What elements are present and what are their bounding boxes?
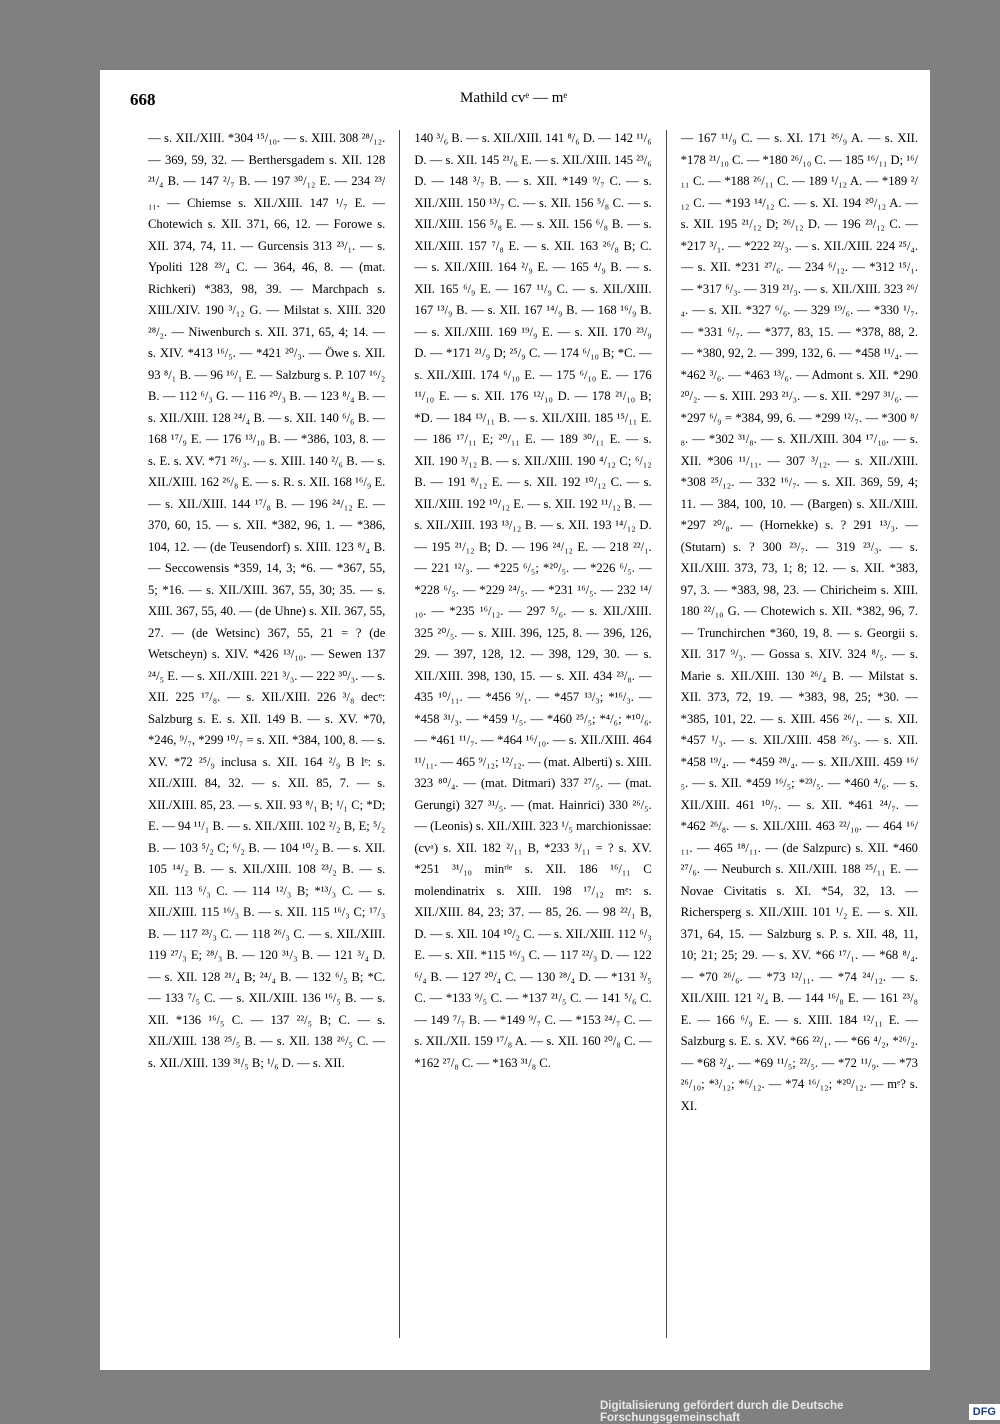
page-header <box>100 90 930 114</box>
column-1: — s. XII./XIII. *304 ¹⁵/₁₀. — s. XIII. 308 ²⁸/₁₂. — 369, 59, 32. — Berthersgadem s. XII. 128 ²¹/₄ B. — 147 ²/₇ B. — 197 ³⁰/₁₂ E. — 234 ²³/₁₁. — Chiemse s. XII./XIII. 147 ¹/₇ E. — Chotewich s. XII. 371, 66, 12. — Forowe s. XII. 374, 74, 11. — Gurcensis 313 ²³/₁. — s. Ypoliti 128 ²³/₄ C. — 364, 46, 8. — (mat. Richkeri) *383, 98, 39. — Marchpach s. XIII./XIV. 190 ³/₁₂ G. — Milstat s. XIII. 320 ²⁸/₂. — Niwenburch s. XII. 371, 65, 4; 14. — s. XIV. *413 ¹⁶/₅. — *421 ²⁰/₃. — Öwe s. XII. 93 ⁸/₁ B. — 96 ¹⁶/₁ E. — Salzburg s. P. 107 ¹⁶/₂ B. — 112 ⁶/₃ G. — 116 ²⁰/₃ B. — 123 ⁸/₄ B. — s. XII./XIII. 128 ²⁴/₄ B. — s. XII. 140 ⁶/₆ B. — 168 ¹⁷/₉ E. — 176 ¹³/₁₀ B. — *386, 103, 8. — s. E. s. XV. *71 ²⁶/₃. — s. XIII. 140 ²/₆ B. — s. XII./XIII. 162 ²⁶/₈ E. — s. R. s. XII. 168 ¹⁶/₉ E. — s. XII./XIII. 144 ¹⁷/₈ B. — 196 ²⁴/₁₂ E. — 370, 60, 15. — s. XII. *382, 96, 1. — *386, 104, 12. — (de Teusendorf) s. XIII. 123 ⁸/₄ B. — Seccowensis *359, 14, 3; *6. — *367, 55, 5; *16. — s. XII./XIII. 367, 55, 30; 35. — s. XIII. 367, 55, 40. — (de Uhne) s. XII. 367, 55, 27. — (de Wetsinc) 367, 55, 21 = ? (de Wetscheyn) s. XIV. *426 ¹³/₁₀. — Sewen 137 ²⁴/₅ E. — s. XII./XIII. 221 ³/₃. — 222 ³⁰/₃. — s. XII. 225 ¹⁷/₈. — s. XII./XIII. 226 ³/₈ decᵉ: Salzburg s. E. s. XII. 149 B. — s. XV. *70, *246, ⁹/₇, *299 ¹⁰/₇ = s. XII. *384, 100, 8. — s. XV. *72 ²⁵/₉ inclusa s. XII. 164 ²/₉ B lᵉ: s. XII./XIII. 84, 32. — s. XII. 85, 7. — s. XII./XIII. 85, 23. — s. XII. 93 ⁸/₁ B; ¹/₁ C; *D; E. — 94 ¹¹/₁ B. — s. XII./XIII. 102 ²/₂ B, E; ⁵/₂ B. — 103 ⁵/₂ C; ⁶/₂ B. — 104 ¹⁰/₂ B. — s. XII. 105 ¹⁴/₂ B. — s. XII./XIII. 108 ²³/₂ B. — s. XII. 113 ⁶/₃ C. — 114 ¹²/₃ B; *¹³/₃ C. — s. XII./XIII. 115 ¹⁶/₃ B. — s. XII. 115 ¹⁶/₃ C; ¹⁷/₃ B. — 117 ²³/₃ C. — 118 ²⁶/₃ C. — s. XII./XIII. 119 ²⁷/₃ E; ²⁸/₃ B. — 120 ³¹/₃ B. — 121 ³/₄ D. — s. XII. 128 ²¹/₄ B; ²⁴/₄ B. — 132 ⁶/₅ B; *C. — 133 ⁷/₅ C. — s. XII./XIII. 136 ¹⁶/₅ B. — s. XII. *136 ¹⁶/₅ C. — 137 ²²/₅ B; C. — s. XII./XIII. 138 ²⁵/₅ B. — s. XII. 138 ²⁶/₅ C. — s. XII./XIII. 139 ³¹/₅ B; ¹/₆ D. — s. XII. <box>148 131 386 1070</box>
column-divider <box>666 130 667 1338</box>
footer-text: Digitalisierung gefördert durch die Deutsche Forschungsgemeinschaft <box>600 1400 844 1424</box>
dfg-logo-icon: DFG <box>969 1404 1000 1420</box>
text-columns <box>148 128 918 1338</box>
running-head: Mathild cvᵉ — mᵉ <box>460 90 568 106</box>
column-divider <box>399 130 400 1338</box>
column-3: — 167 ¹¹/₉ C. — s. XI. 171 ²⁶/₉ A. — s. XII. *178 ²¹/₁₀ C. — *180 ²⁶/₁₀ C. — 185 ¹⁶/₁₁ D; ¹⁶/₁₁ C. — *188 ²⁶/₁₁ C. — 189 ¹/₁₂ A. — *189 ²/₁₂ C. — *193 ¹⁴/₁₂ C. — s. XI. 194 ²⁰/₁₂ A. — s. XII. 195 ²¹/₁₂ D; ²⁶/₁₂ D. — 196 ²³/₁₂ C. — *217 ³/₁. — *222 ²²/₃. — s. XII./XIII. 224 ²⁵/₄. — s. XII. *231 ²⁷/₆. — 234 ⁶/₁₂. — *312 ¹⁵/₁. — *317 ⁶/₃. — 319 ²¹/₃. — s. XII./XIII. 323 ²⁶/₄. — s. XII. *327 ⁶/₆. — 329 ¹⁹/₆. — *330 ¹/₇. — *331 ⁶/₇. — *377, 83, 15. — *378, 88, 2. — *380, 92, 2. — 399, 132, 6. — *458 ¹¹/₄. — *462 ³/₆. — *463 ¹³/₆. — Admont s. XII. *290 ²⁰/₂. — s. XIII. 293 ²¹/₃. — s. XII. *297 ³¹/₆. — *297 ⁶/₉ = *384, 99, 6. — *299 ¹²/₇. — *300 ⁸/₈. — *302 ³¹/₈. — s. XII./XIII. 304 ¹⁷/₁₀. — s. XII. *306 ¹¹/₁₁. — 307 ³/₁₂. — s. XII./XIII. *308 ²⁵/₁₂. — 332 ¹⁶/₇. — s. XII. 369, 59, 4; 11. — 384, 100, 10. — (Bargen) s. XII./XIII. *297 ²⁰/₈. — (Hornekke) s. ? 291 ¹³/₃. — (Stutarn) s. ? 300 ²³/₇. — 319 ²³/₃. — s. XII./XIII. 373, 73, 1; 8; 12. — s. XII. *383, 97, 3. — *383, 98, 23. — Chiricheim s. XIII. 180 ²²/₁₀ G. — Chotewich s. XII. *382, 96, 7. — Trunchirchen *360, 19, 8. — s. Georgii s. XII. 317 ⁹/₃. — Gossa s. XIV. 324 ⁸/₅. — s. Marie s. XII./XIII. 130 ²⁶/₄ B. — Milstat s. XII. 373, 72, 19. — *383, 98, 25; *30. — *385, 101, 22. — s. XIII. 456 ²⁶/₁. — s. XII. *457 ¹/₃. — s. XII./XIII. 458 ²⁶/₃. — s. XII. *458 ¹⁹/₄. — *459 ²⁸/₄. — s. XII./XIII. 459 ¹⁶/₅. — s. XII. *459 ¹⁶/₅; *²³/₅. — *460 ⁴/₆. — s. XII./XIII. 461 ¹⁰/₇. — s. XII. *461 ²⁴/₇. — *462 ²⁶/₈. — s. XII./XIII. 463 ²²/₁₀. — 464 ¹⁶/₁₁. — 465 ¹⁸/₁₁. — (de Salzpurc) s. XII. *460 ²⁷/₆. — Neuburch s. XII./XIII. 188 ²⁵/₁₁ E. — Novae Civitatis s. XI. *54, 32, 13. — Richersperg s. XII./XIII. 101 ¹/₂ E. — s. XII. 371, 64, 15. — Salzburg s. P. s. XII. 48, 11, 10; 21; 25; 29. — s. XV. *66 ¹⁷/₁. — *68 ⁸/₄. — *70 ²⁶/₆. — *73 ¹²/₁₁. — *74 ²⁴/₁₂. — s. XII./XIII. 121 ²/₄ B. — 144 ¹⁶/₈ E. — 161 ²³/₈ E. — 166 ⁶/₉ E. — s. XIII. 184 ¹²/₁₁ E. — Salzburg s. E. s. XV. *66 ²²/₁. — *66 ⁴/₂, *²⁶/₂. — *68 ²/₄. — *69 ¹¹/₅; ²²/₅. — *72 ¹¹/₉. — *73 ²⁶/₁₀; *³/₁₂; *⁶/₁₂. — *74 ¹⁶/₁₂; *²⁰/₁₂. — mᵉ? s. XI. <box>680 131 918 1113</box>
footer-credit <box>600 1400 1000 1424</box>
document-page <box>100 70 930 1370</box>
page-number: 668 <box>130 90 156 109</box>
column-2: 140 ³/₆ B. — s. XII./XIII. 141 ⁸/₆ D. — 142 ¹¹/₆ D. — s. XII. 145 ²¹/₆ E. — s. XII./XIII. 145 ²³/₆ D. — 148 ³/₇ B. — s. XII. *149 ⁹/₇ C. — s. XII./XIII. 150 ¹³/₇ C. — s. XII. 156 ⁵/₈ C. — s. XII./XIII. 156 ⁵/₈ E. — s. XII. 156 ⁶/₈ B. — s. XII./XIII. 157 ⁷/₈ E. — s. XII. 163 ²⁶/₈ B; C. — s. XII./XIII. 164 ²/₉ E. — 165 ⁴/₉ B. — s. XII. 165 ⁶/₉ E. — 167 ¹¹/₉ C. — s. XII./XIII. 167 ¹³/₉ B. — s. XII. 167 ¹⁴/₉ B. — 168 ¹⁶/₉ B. — s. XII./XIII. 169 ¹⁹/₉ E. — s. XII. 170 ²³/₉ D. — *171 ²¹/₉ D; ²⁵/₉ C. — 174 ⁶/₁₀ B; *C. — s. XII./XIII. 174 ⁶/₁₀ E. — 175 ⁶/₁₀ E. — 176 ¹¹/₁₀ E. — s. XII. 176 ¹²/₁₀ D. — 178 ²¹/₁₀ B; *D. — 184 ¹³/₁₁ B. — s. XII./XIII. 185 ¹⁵/₁₁ E. — 186 ¹⁷/₁₁ E; ²⁰/₁₁ E. — 189 ³⁰/₁₁ E. — s. XII. 190 ³/₁₂ B. — s. XII./XIII. 190 ⁴/₁₂ C; ⁶/₁₂ B. — 191 ⁸/₁₂ E. — s. XII. 192 ¹⁰/₁₂ C. — s. XII./XIII. 192 ¹⁰/₁₂ E. — s. XII. 192 ¹¹/₁₂ B. — s. XII./XIII. 193 ¹³/₁₂ B. — s. XII. 193 ¹⁴/₁₂ D. — 195 ²¹/₁₂ B; D. — 196 ²⁴/₁₂ E. — 218 ²²/₁. — 221 ¹²/₃. — *225 ⁶/₅; *²⁰/₅. — *226 ⁶/₅. — *228 ⁶/₅. — *229 ²⁴/₅. — *231 ¹⁶/₅. — 232 ¹⁴/₁₀. — *235 ¹⁶/₁₂. — 297 ⁵/₆. — s. XII./XIII. 325 ²⁰/₅. — s. XIII. 396, 125, 8. — 396, 126, 29. — 397, 128, 12. — 398, 129, 30. — s. XII./XIII. 398, 130, 15. — s. XII. 434 ²³/₈. — 435 ¹⁰/₁₁. — *456 ⁹/₁. — *457 ¹³/₃; *¹⁶/₃. — *458 ³¹/₃. — *459 ¹/₅. — *460 ²⁵/₅; *⁴/₆; *¹⁰/₆. — *461 ¹¹/₇. — *464 ¹⁶/₁₀. — s. XII./XIII. 464 ¹¹/₁₁. — 465 ⁹/₁₂; ¹²/₁₂. — (mat. Alberti) s. XIII. 323 ⁸⁰/₄. — (mat. Ditmari) 337 ²⁷/₅. — (mat. Gerungi) 327 ³¹/₅. — (mat. Hainrici) 330 ²⁶/₅. — (Leonis) s. XII./XIII. 323 ¹/₅ marchionissae: (cvᵃ) s. XII. 182 ²/₁₁ B, *233 ³/₁₁ = ? s. XV. *251 ³¹/₁₀ minʳˡᵉ s. XII. 186 ¹⁶/₁₁ C molendinatrix s. XIII. 198 ¹⁷/₁₂ mᵉ: s. XII./XIII. 84, 23; 37. — 85, 26. — 98 ²²/₁ B, D. — s. XII. 104 ¹⁰/₂ C. — s. XII./XIII. 112 ⁶/₃ E. — s. XII. *115 ¹⁶/₃ C. — 117 ²²/₃ D. — 122 ⁶/₄ B. — 127 ²⁰/₄ C. — 130 ²⁸/₄ D. — *131 ³/₅ C. — *133 ⁹/₅ C. — *137 ²¹/₅ C. — 141 ⁵/₆ C. — 149 ⁷/₇ B. — *149 ⁹/₇ C. — *153 ²⁴/₇ C. — s. XII./XII. 159 ¹⁷/₈ A. — s. XII. 160 ²⁰/₈ C. — *162 ²⁷/₈ C. — *163 ³¹/₈ C. <box>414 131 652 1070</box>
